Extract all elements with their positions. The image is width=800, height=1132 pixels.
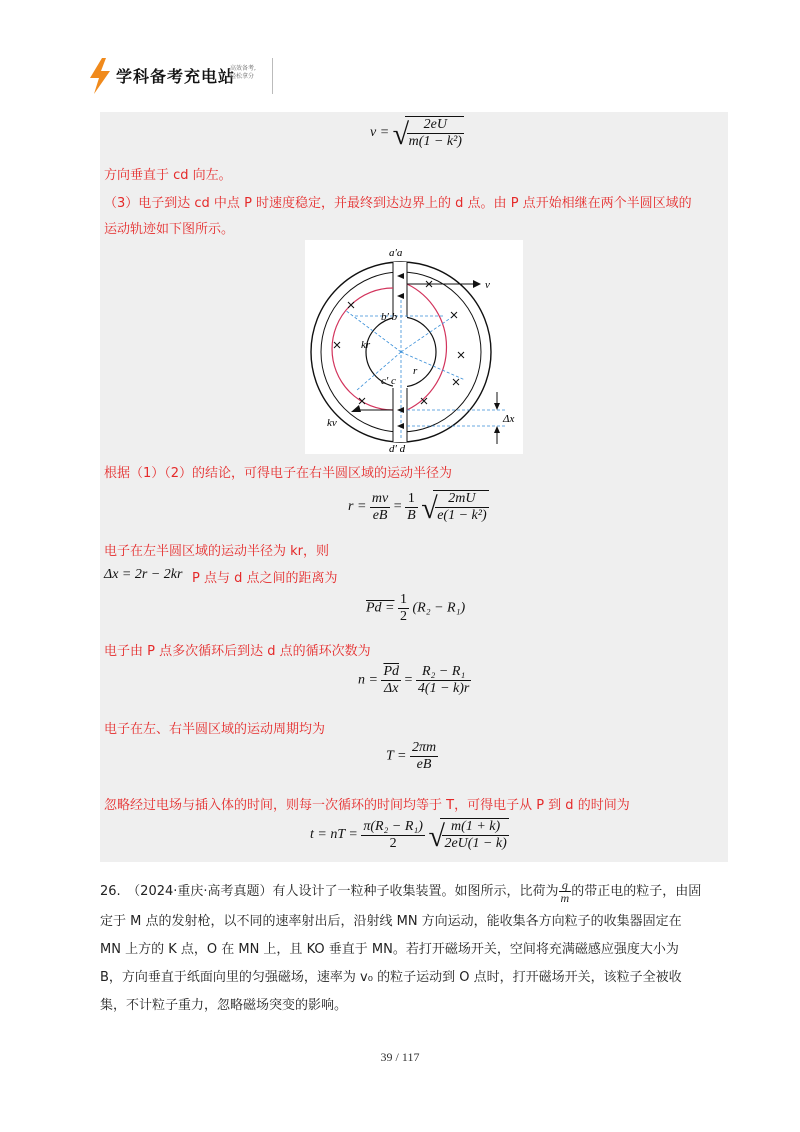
eq-v-num: 2eU [423, 117, 447, 132]
page-number [0, 1050, 800, 1065]
eq-v-left: v = [370, 125, 390, 141]
eq-t-left: t = nT = [310, 827, 358, 843]
q26-line-1a: 26. （2024·重庆·高考真题）有人设计了一粒种子收集装置。如图所示，比荷为 [100, 884, 559, 899]
solution-line-1: 方向垂直于 cd 向左。 [104, 168, 232, 183]
eq-pd-den: 2 [400, 609, 407, 624]
q26-line-1 [100, 878, 701, 906]
equation-r [348, 490, 489, 524]
label-d: d′ d [389, 443, 406, 454]
label-c: c′ c [381, 375, 396, 387]
solution-line-7: 电子由 P 点多次循环后到达 d 点的循环次数为 [104, 644, 371, 659]
equation-t [310, 818, 509, 852]
label-b: b′ b [381, 311, 398, 323]
label-kr: kr [361, 339, 371, 351]
physics-diagram [305, 240, 523, 454]
site-logo [80, 56, 280, 98]
page-total: 117 [401, 1050, 420, 1064]
label-a: a′a [389, 247, 403, 259]
eq-r-sqrt-den: e(1 − k²) [437, 508, 487, 523]
eq-n-f1-num: $\overline{Pd}$ [383, 664, 400, 679]
q26-frac-num: q [559, 879, 572, 892]
eq-r-equals: = [393, 499, 402, 515]
eq-n-left: n = [358, 672, 378, 688]
solution-line-5: 电子在左半圆区域的运动半径为 kr，则 [104, 544, 330, 559]
ring-diagram-svg [305, 240, 523, 454]
logo-sub-line2: 轻松拿分 [230, 73, 255, 80]
logo-sub-line1: 高效备考, [230, 65, 256, 72]
header-divider [272, 58, 273, 94]
eq-t-sqrt-num: m(1 + k) [451, 819, 501, 834]
eq-v-sqrt: √ $\frac{2eU}{\text{m(1 − k²)}}$ [392, 117, 462, 151]
eq-v-den: m(1 − k²) [408, 134, 462, 149]
eq-n-equals: = [404, 672, 413, 688]
eq-t-num: π(R₂ − R₁) [363, 818, 423, 834]
page-current: 39 [380, 1050, 393, 1064]
eq-dx-text: Δx = 2r − 2kr [104, 567, 183, 582]
eq-pd-num: 1 [400, 592, 407, 607]
solution-line-4: 根据（1）（2）的结论，可得电子在右半圆区域的运动半径为 [104, 466, 453, 481]
eq-r-f2-num: 1 [405, 491, 418, 508]
equation-v [370, 116, 464, 150]
eq-r-f2-den: B [407, 507, 416, 523]
eq-pd-left: Pd = [366, 600, 395, 616]
eq-n-f2-num: R₂ − R₁ [421, 664, 466, 679]
solution-line-8: 电子在左、右半圆区域的运动周期均为 [104, 722, 326, 737]
solution-line-9: 忽略经过电场与插入体的时间，则每一次循环的时间均等于 T，可得电子从 P 到 d 的时间为 [104, 798, 630, 813]
q26-line-3: MN 上方的 K 点，O 在 MN 上，且 KO 垂直于 MN。若打开磁场开关，空间将充满磁感应强度大小为 [100, 942, 679, 957]
eq-n-f1-den: Δx [384, 681, 399, 696]
label-dx: Δx [503, 413, 515, 425]
solution-line-6: P 点与 d 点之间的距离为 [192, 571, 338, 586]
kv-arrow-icon [351, 405, 361, 412]
eq-r-f1-den: eB [372, 507, 388, 523]
solution-line-3: 运动轨迹如下图所示。 [104, 222, 235, 237]
eq-T-num: 2πm [411, 740, 437, 755]
eq-n-f2-den: 4(1 − k)r [417, 681, 470, 696]
logo-subtitle [230, 65, 256, 81]
equation-dx [104, 567, 182, 583]
equation-pd [366, 592, 465, 625]
velocity-arrow-icon [473, 280, 481, 288]
solution-panel [100, 112, 728, 862]
logo-title: 学科备考充电站 [116, 67, 236, 86]
equation-n [358, 664, 471, 697]
lightning-bolt-icon [88, 58, 112, 94]
q26-line-2: 定于 M 点的发射枪，以不同的速率射出后，沿射线 MN 方向运动，能收集各方向粒子的收集器固定在 [100, 914, 682, 929]
q26-frac-den: m [560, 891, 570, 905]
eq-r-sqrt: √ $\frac{2mU}{\text{e(1 − k²)}}$ [421, 491, 487, 525]
equation-T [386, 740, 438, 773]
eq-T-den: eB [416, 757, 432, 772]
eq-t-sqrt: √ $\frac{m(1 + k)}{2eU(1 - k)}$ [428, 819, 507, 853]
eq-t-den: 2 [389, 835, 397, 851]
eq-t-sqrt-den: 2eU(1 − k) [444, 836, 507, 851]
label-v: v [485, 279, 490, 291]
eq-pd-right: (R₂ − R₁) [412, 600, 466, 616]
eq-r-f1-num: mv [371, 490, 389, 506]
q26-line-5: 集，不计粒子重力，忽略磁场突变的影响。 [100, 998, 348, 1013]
q26-line-1b: 的带正电的粒子，由固 [571, 884, 702, 899]
label-kv: kv [327, 417, 337, 429]
page-sep: / [395, 1050, 399, 1064]
eq-r-sqrt-num: 2mU [448, 491, 476, 506]
eq-r-left: r = [348, 499, 367, 515]
eq-T-left: T = [386, 748, 407, 764]
q26-line-4: B，方向垂直于纸面向里的匀强磁场，速率为 v₀ 的粒子运动到 O 点时，打开磁场开关，该粒子全被收 [100, 970, 682, 985]
label-r: r [413, 365, 418, 377]
solution-line-2: （3）电子到达 cd 中点 P 时速度稳定，并最终到达边界上的 d 点。由 P 点开始相继在两个半圆区域的 [104, 196, 692, 211]
